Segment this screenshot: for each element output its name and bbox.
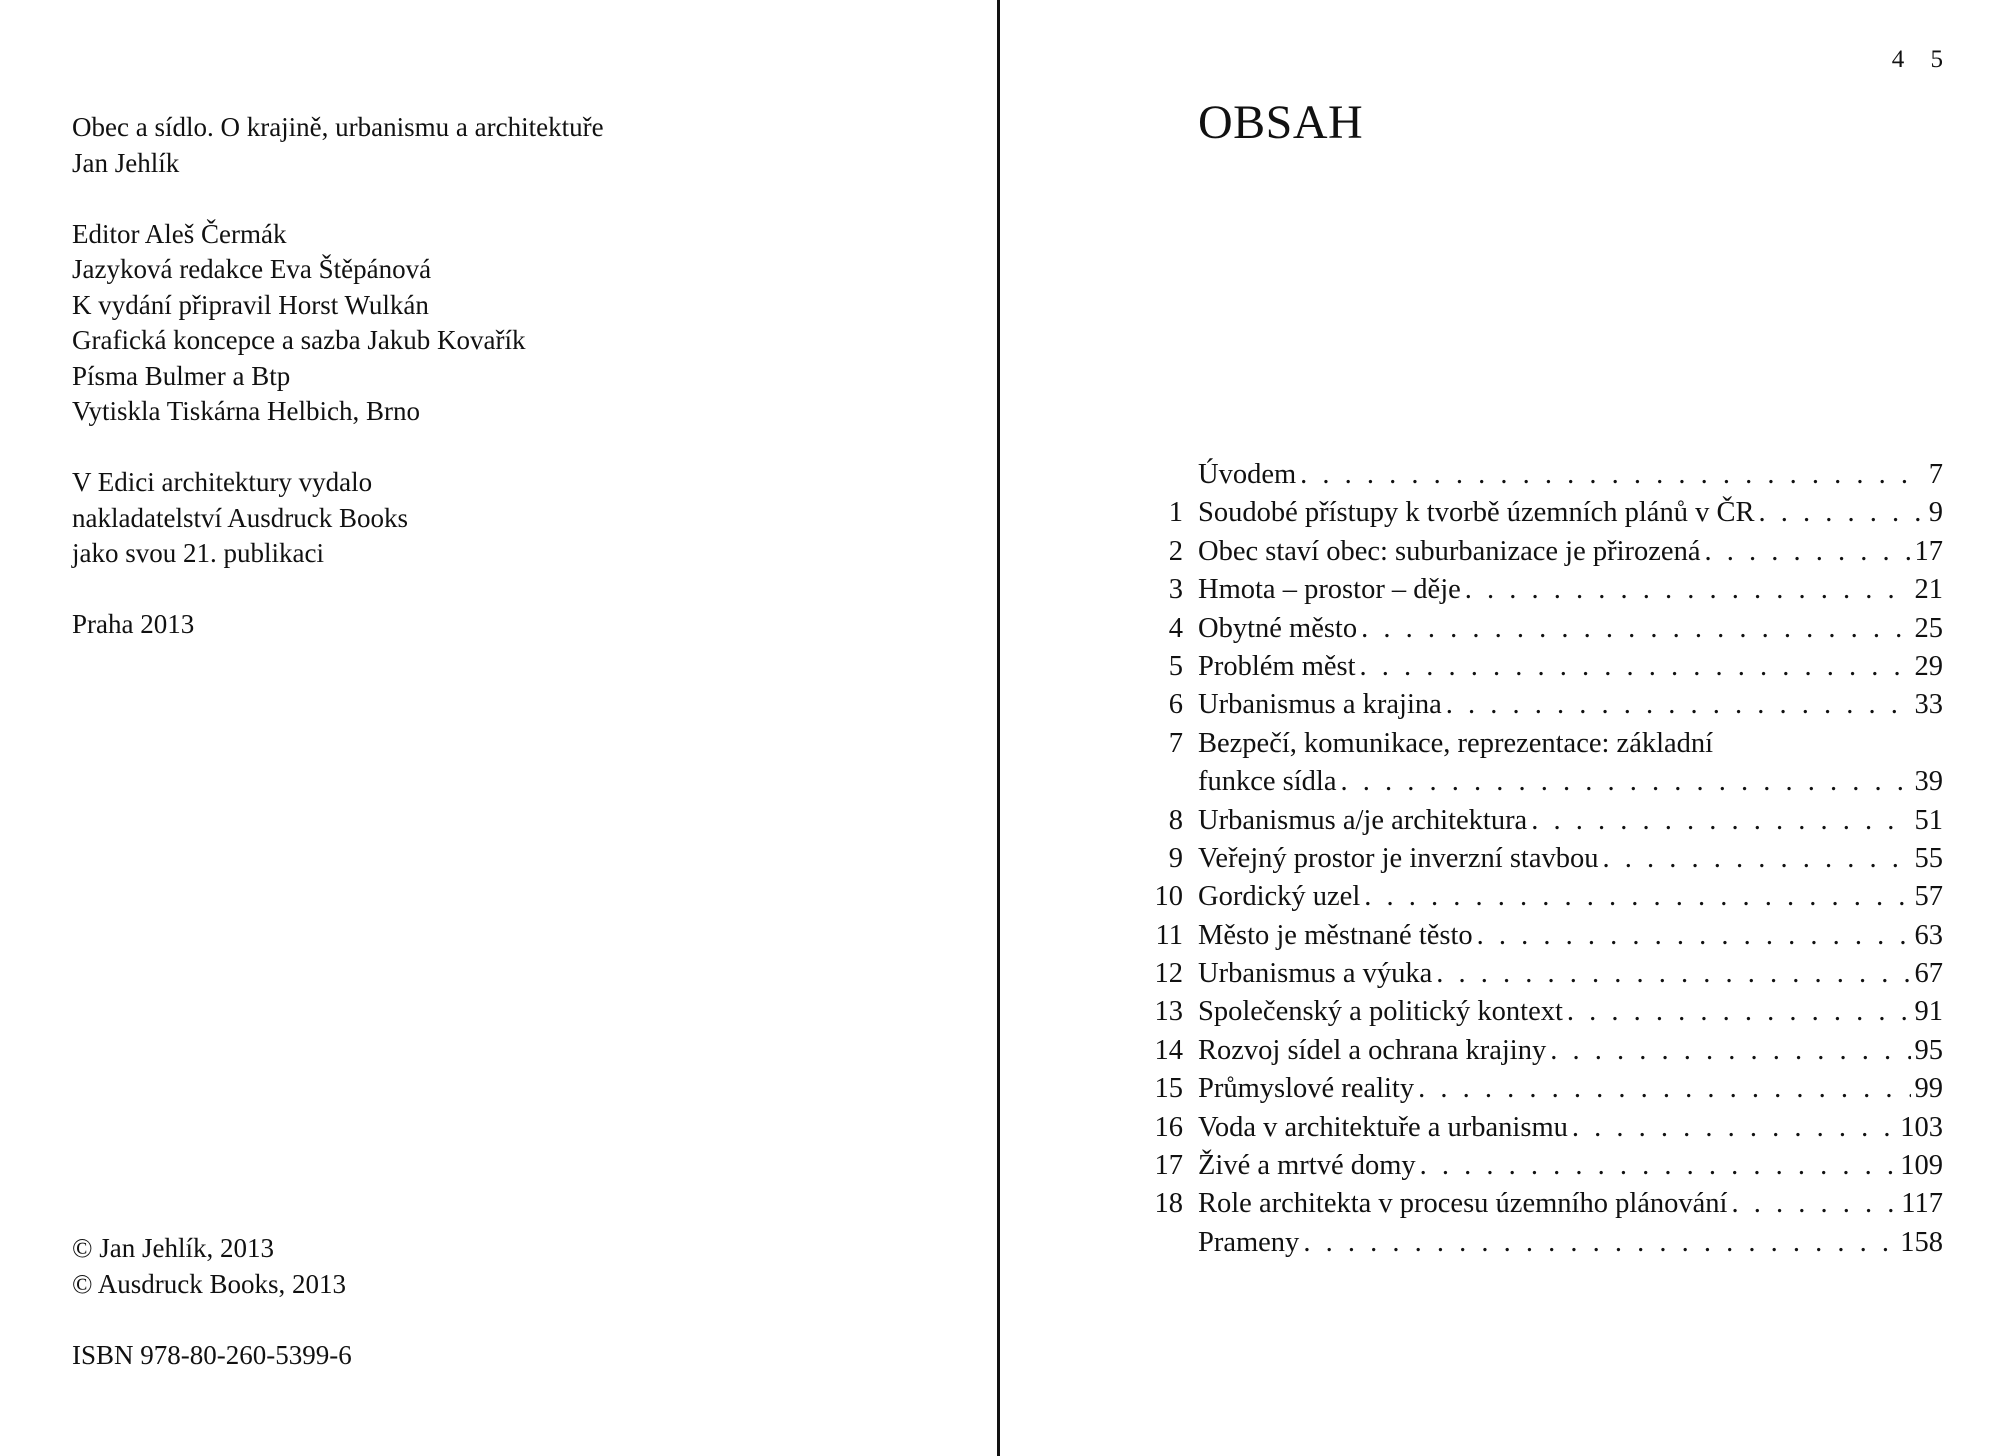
toc-entry-title: Urbanismus a výuka: [1198, 958, 1433, 990]
publisher-block: [72, 465, 952, 572]
toc-leader-dots: [1420, 1147, 1897, 1185]
toc-entry-number: 9: [1168, 842, 1183, 874]
toc-leader-dots: [1477, 917, 1911, 955]
toc-entry: [1143, 802, 1943, 840]
toc-entry-page: 57: [1914, 881, 1943, 913]
toc-entry-page: 103: [1900, 1111, 1943, 1143]
toc-entry-page: 67: [1914, 958, 1943, 990]
toc-entry-title: Město je městnané těsto: [1198, 919, 1473, 951]
page-numbers: 4 5: [1891, 46, 1953, 73]
credit-line: Grafická koncepce a sazba Jakub Kovařík: [72, 325, 526, 355]
toc-entry-title: Veřejný prostor je inverzní stavbou: [1198, 842, 1599, 874]
toc-entry-page: 63: [1914, 919, 1943, 951]
copyright-line: © Jan Jehlík, 2013: [72, 1233, 274, 1263]
place-year: Praha 2013: [72, 609, 195, 639]
toc-entry-page: 33: [1914, 689, 1943, 721]
publisher-line: jako svou 21. publikaci: [72, 538, 324, 568]
toc-leader-dots: [1550, 1032, 1910, 1070]
toc-entry-number: 15: [1154, 1073, 1183, 1105]
toc-entry-title: Živé a mrtvé domy: [1198, 1150, 1416, 1182]
toc-entry-number: 16: [1154, 1111, 1183, 1143]
toc-entry-number: 13: [1154, 996, 1183, 1028]
toc-leader-dots: [1300, 456, 1925, 494]
toc-entry-title: Urbanismus a krajina: [1198, 689, 1442, 721]
toc-entry-title: Prameny: [1198, 1226, 1300, 1258]
toc-entry-page: 9: [1928, 497, 1943, 529]
toc-entry-title: Rozvoj sídel a ochrana krajiny: [1198, 1034, 1547, 1066]
toc-entry-page: 25: [1914, 612, 1943, 644]
toc-heading: OBSAH: [1198, 96, 1364, 149]
toc-entry-number: 6: [1168, 689, 1183, 721]
toc-entry-page: 51: [1914, 804, 1943, 836]
toc-entry: [1143, 1185, 1943, 1223]
toc-leader-dots: [1341, 763, 1911, 801]
toc-entry: [1143, 571, 1943, 609]
toc-entry-number: 18: [1154, 1188, 1183, 1220]
toc-entry: [1143, 1032, 1943, 1070]
toc-entry-number: 4: [1168, 612, 1183, 644]
toc-entry-number: 7: [1168, 727, 1183, 759]
credit-line: K vydání připravil Horst Wulkán: [72, 289, 429, 320]
toc-entry: [1143, 494, 1943, 532]
toc-entry-number: 14: [1154, 1034, 1183, 1066]
publisher-line: nakladatelství Ausdruck Books: [72, 502, 408, 533]
toc-entry-page: 29: [1914, 650, 1943, 682]
toc-entry-title: Obec staví obec: suburbanizace je přirozená: [1198, 535, 1701, 567]
toc-entry-title: Hmota – prostor – děje: [1198, 574, 1461, 606]
toc-entry: [1143, 1109, 1943, 1147]
table-of-contents: [1143, 456, 1943, 1262]
toc-entry: [1143, 648, 1943, 686]
toc-entry-number: 10: [1154, 881, 1183, 913]
toc-leader-dots: [1572, 1109, 1896, 1147]
toc-entry: [1143, 1224, 1943, 1262]
toc-entry-page: 109: [1900, 1150, 1943, 1182]
credit-line: Editor Aleš Čermák: [72, 218, 287, 249]
toc-entry-number: 11: [1155, 919, 1183, 951]
toc-entry-number: 3: [1168, 574, 1183, 606]
toc-entry-page: 39: [1914, 766, 1943, 798]
book-title: Obec a sídlo. O krajině, urbanismu a architektuře: [72, 112, 604, 142]
toc-entry-number: 1: [1168, 497, 1183, 529]
toc-entry-title: Společenský a politický kontext: [1198, 996, 1563, 1028]
toc-entry: [1143, 686, 1943, 724]
toc-leader-dots: [1364, 878, 1910, 916]
toc-entry: [1143, 878, 1943, 916]
toc-leader-dots: [1731, 1185, 1897, 1223]
toc-entry-page: 55: [1914, 842, 1943, 874]
toc-entry-page: 117: [1901, 1188, 1943, 1220]
toc-entry-number: 17: [1154, 1150, 1183, 1182]
toc-entry-title: Role architekta v procesu územního plánování: [1198, 1188, 1728, 1220]
toc-entry-page: 99: [1914, 1073, 1943, 1105]
toc-entry-title: Bezpečí, komunikace, reprezentace: základní: [1198, 727, 1714, 759]
imprint-page: [72, 110, 952, 643]
toc-entry: [1143, 1070, 1943, 1108]
toc-leader-dots: [1446, 686, 1911, 724]
toc-entry-title: funkce sídla: [1198, 766, 1337, 798]
toc-entry-number: 8: [1168, 804, 1183, 836]
toc-leader-dots: [1436, 955, 1910, 993]
toc-entry-title: Urbanismus a/je architektura: [1198, 804, 1528, 836]
toc-entry-page: 21: [1914, 574, 1943, 606]
credits-block: [72, 217, 952, 430]
toc-leader-dots: [1531, 802, 1910, 840]
toc-leader-dots: [1567, 993, 1911, 1031]
toc-entry-page: 158: [1900, 1226, 1943, 1258]
toc-entry-number: 12: [1154, 958, 1183, 990]
toc-entry: [1143, 1147, 1943, 1185]
toc-leader-dots: [1704, 533, 1910, 571]
toc-entry-title: Gordický uzel: [1198, 881, 1361, 913]
toc-entry-title: Voda v architektuře a urbanismu: [1198, 1111, 1568, 1143]
toc-entry-number: 2: [1168, 535, 1183, 567]
toc-entry-title: Úvodem: [1198, 459, 1297, 490]
credit-line: Vytiskla Tiskárna Helbich, Brno: [72, 396, 420, 426]
toc-entry-title: Soudobé přístupy k tvorbě územních plánů v ČR: [1198, 497, 1755, 529]
copyright-block: [72, 1231, 952, 1373]
imprint-title-block: [72, 110, 952, 181]
credit-line: Jazyková redakce Eva Štěpánová: [72, 254, 432, 284]
toc-leader-dots: [1360, 648, 1911, 686]
toc-entry: [1143, 955, 1943, 993]
credit-line: Písma Bulmer a Btp: [72, 360, 291, 391]
toc-entry: [1143, 456, 1943, 494]
toc-entry-page: 7: [1928, 459, 1943, 490]
toc-entry-title: Průmyslové reality: [1198, 1073, 1415, 1105]
copyright-line: © Ausdruck Books, 2013: [72, 1268, 347, 1299]
publisher-line: V Edici architektury vydalo: [72, 467, 373, 497]
toc-leader-dots: [1465, 571, 1911, 609]
toc-entry: [1143, 610, 1943, 648]
toc-leader-dots: [1602, 840, 1910, 878]
toc-leader-dots: [1418, 1070, 1910, 1108]
toc-entry-number: 5: [1168, 650, 1183, 682]
toc-leader-dots: [1758, 494, 1924, 532]
toc-entry: [1143, 725, 1943, 763]
toc-entry-page: 91: [1914, 996, 1943, 1028]
toc-entry: [1143, 533, 1943, 571]
toc-entry-page: 17: [1914, 535, 1943, 567]
toc-entry: [1143, 917, 1943, 955]
toc-entry-page: 95: [1914, 1034, 1943, 1066]
gutter-line: [997, 0, 1000, 1456]
isbn: ISBN 978-80-260-5399-6: [72, 1339, 352, 1370]
toc-entry-title: Obytné město: [1198, 612, 1358, 644]
toc-entry: [1143, 763, 1943, 801]
toc-leader-dots: [1303, 1224, 1896, 1262]
toc-entry: [1143, 840, 1943, 878]
toc-entry: [1143, 993, 1943, 1031]
toc-leader-dots: [1361, 610, 1910, 648]
toc-entry-title: Problém měst: [1198, 650, 1356, 682]
author: Jan Jehlík: [72, 147, 180, 178]
